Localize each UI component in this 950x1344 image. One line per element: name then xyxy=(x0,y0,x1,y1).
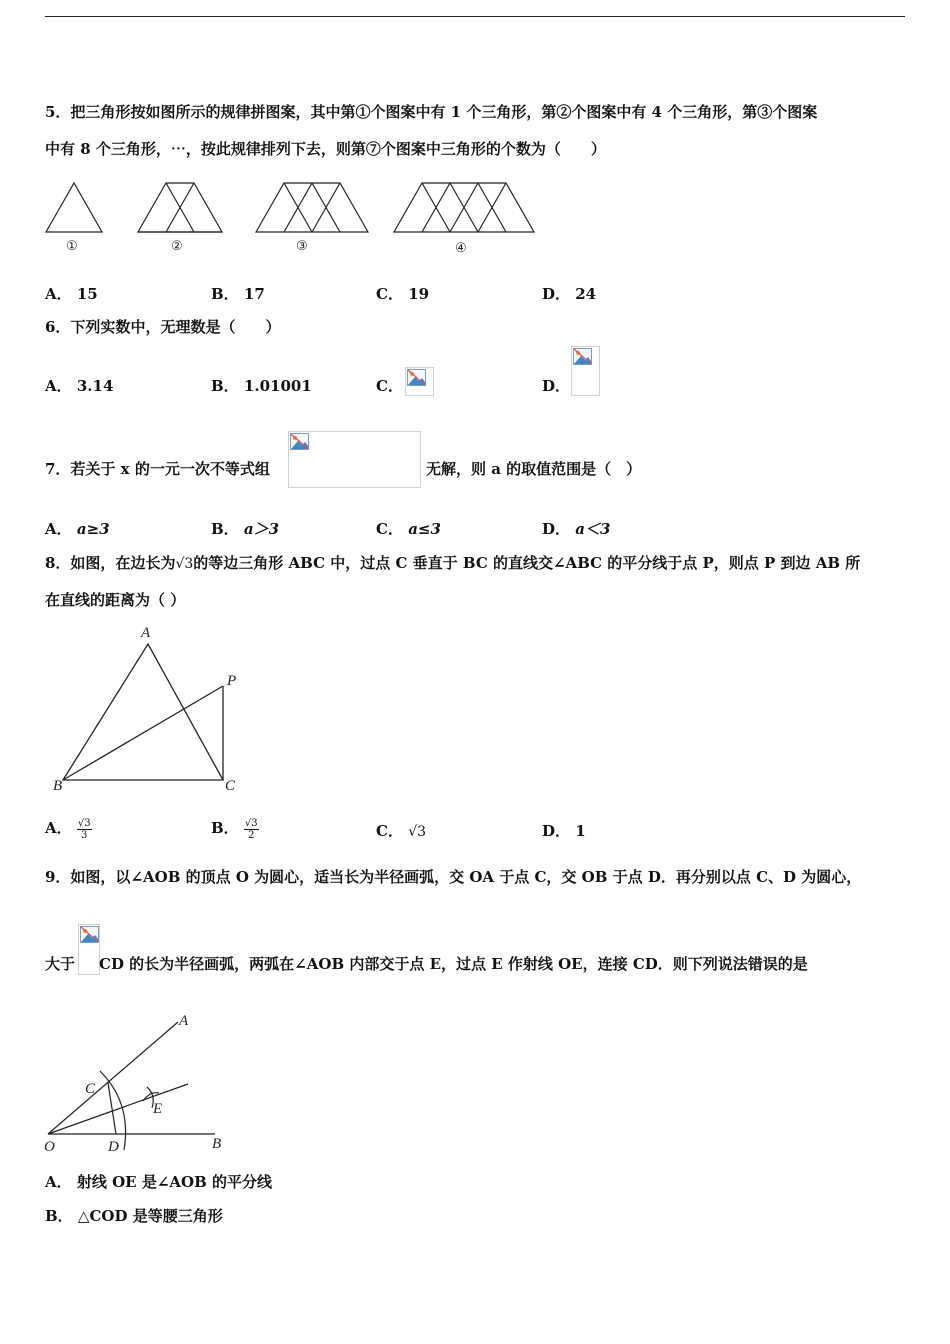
broken-image-icon xyxy=(407,369,426,386)
q8-stem-part1: 8．如图，在边长为 xyxy=(45,554,176,572)
q5-option-c[interactable] xyxy=(376,283,429,304)
q5-option-d-text: 24 xyxy=(575,285,597,303)
q5-figure-4-inner-lines xyxy=(422,183,506,232)
q9-option-b-letter: B． xyxy=(45,1207,73,1225)
q5-stem-line2: 中有 8 个三角形，⋯，按此规律排列下去，则第⑦个图案中三角形的个数为（ ） xyxy=(45,140,606,158)
q7-option-c-letter: C． xyxy=(376,520,403,538)
q5-stem-line1: 5．把三角形按如图所示的规律拼图案，其中第①个图案中有 1 个三角形，第②个图案中有 4 个三角形，第③个图案 xyxy=(45,103,818,121)
q5-figure-label-1: ① xyxy=(66,238,78,253)
q9-angle-bisector-figure xyxy=(40,1005,240,1160)
q9-label-b: B xyxy=(212,1136,222,1152)
q6-option-d[interactable] xyxy=(542,375,570,396)
q7-option-d-text: a＜3 xyxy=(575,520,611,538)
q6-option-c-letter: C． xyxy=(376,377,403,395)
q5-option-d[interactable] xyxy=(542,283,596,304)
q8-label-c: C xyxy=(225,778,236,794)
q9-label-e: E xyxy=(153,1101,163,1117)
q8-stem-line1 xyxy=(45,552,860,575)
q5-figure-label-2: ② xyxy=(171,238,183,253)
q5-figure-2-inner-lines xyxy=(138,183,222,232)
q9-stem-line2-rest: CD 的长为半径画弧，两弧在∠AOB 内部交于点 E，过点 E 作射线 OE，连接 CD．则下列说法错误的是 xyxy=(99,955,808,973)
q6-option-a-letter: A． xyxy=(45,377,72,395)
broken-image-icon xyxy=(573,348,592,365)
q6-option-a-text: 3.14 xyxy=(76,377,114,395)
q8-label-a: A xyxy=(141,625,151,641)
q5-option-d-letter: D． xyxy=(542,285,571,303)
q5-figure-3-trapezoid xyxy=(256,183,368,232)
q8-bisector-bp xyxy=(63,686,223,780)
q7-stem-before: 7．若关于 x 的一元一次不等式组 xyxy=(45,460,270,478)
q5-option-a-letter: A． xyxy=(45,285,72,303)
q6-option-c[interactable] xyxy=(376,375,403,396)
q8-label-p: P xyxy=(227,673,237,689)
q5-option-b[interactable] xyxy=(211,283,265,304)
q8-option-c[interactable] xyxy=(376,820,426,841)
q5-figure-3-inner-lines xyxy=(284,183,340,232)
q8-option-c-letter: C． xyxy=(376,822,403,840)
q8-option-b-letter: B． xyxy=(211,819,239,837)
q6-option-d-letter: D． xyxy=(542,377,571,395)
q7-option-b[interactable] xyxy=(211,518,279,539)
q8-option-d[interactable] xyxy=(542,820,586,841)
q9-option-a-text: 射线 OE 是∠AOB 的平分线 xyxy=(76,1173,272,1191)
q7-option-b-text: a＞3 xyxy=(243,520,280,538)
q9-label-o: O xyxy=(44,1139,55,1155)
q5-triangle-figures xyxy=(40,175,540,260)
q7-option-d[interactable] xyxy=(542,518,610,539)
q5-figure-label-4: ④ xyxy=(455,240,467,255)
q7-option-a[interactable] xyxy=(45,518,110,539)
q6-option-a[interactable] xyxy=(45,375,113,396)
q6-stem: 6．下列实数中，无理数是（ ） xyxy=(45,318,281,336)
q7-option-a-text: a≥3 xyxy=(76,520,110,538)
q5-option-a-text: 15 xyxy=(76,285,98,303)
q9-fraction-image xyxy=(78,924,100,975)
q5-option-c-letter: C． xyxy=(376,285,403,303)
q8-option-a-numerator: √3 xyxy=(77,817,91,829)
q8-option-a-fraction xyxy=(77,818,92,841)
q5-option-b-letter: B． xyxy=(211,285,239,303)
q6-option-b-letter: B． xyxy=(211,377,239,395)
q8-geometry-figure xyxy=(45,620,255,800)
q8-option-a-letter: A． xyxy=(45,819,72,837)
q9-option-a-letter: A． xyxy=(45,1173,72,1191)
q6-option-b[interactable] xyxy=(211,375,312,396)
q9-ray-oe xyxy=(48,1084,188,1134)
q8-option-a[interactable] xyxy=(45,817,92,841)
q5-figure-1-triangle xyxy=(46,183,102,232)
q8-option-c-text: √3 xyxy=(408,824,427,840)
q9-stem-line1: 9．如图，以∠AOB 的顶点 O 为圆心，适当长为半径画弧，交 OA 于点 C，交 OB 于点 D．再分别以点 C、D 为圆心， xyxy=(45,868,862,886)
broken-image-icon xyxy=(290,433,309,450)
q9-label-d: D xyxy=(108,1139,119,1155)
q5-option-b-text: 17 xyxy=(243,285,265,303)
q8-stem-line2: 在直线的距离为（ ） xyxy=(45,591,186,609)
q8-stem-part2: 的等边三角形 ABC 中，过点 C 垂直于 BC 的直线交∠ABC 的平分线于点 P，则点 P 到边 AB 所 xyxy=(193,554,861,572)
q6-option-b-text: 1.01001 xyxy=(243,377,312,395)
q8-option-d-letter: D． xyxy=(542,822,571,840)
broken-image-icon xyxy=(80,926,99,943)
q7-option-b-letter: B． xyxy=(211,520,239,538)
q7-option-a-letter: A． xyxy=(45,520,72,538)
q8-option-b-numerator: √3 xyxy=(244,817,258,829)
q8-option-d-text: 1 xyxy=(575,822,586,840)
q8-label-b: B xyxy=(53,778,63,794)
q7-option-c-text: a≤3 xyxy=(408,520,441,538)
q6-option-d-image xyxy=(571,346,600,396)
q8-option-b[interactable] xyxy=(211,817,259,841)
header-rule xyxy=(45,16,905,17)
q9-stem-line2-prefix: 大于 xyxy=(45,955,76,973)
q9-option-a[interactable] xyxy=(45,1171,272,1192)
q7-inequality-image xyxy=(288,431,421,488)
q7-option-d-letter: D． xyxy=(542,520,571,538)
q8-stem-root: √3 xyxy=(175,556,194,572)
q8-triangle-abc xyxy=(63,644,223,780)
q7-option-c[interactable] xyxy=(376,518,441,539)
q5-option-c-text: 19 xyxy=(408,285,430,303)
q8-option-b-denominator: 2 xyxy=(248,829,255,841)
q9-option-b[interactable] xyxy=(45,1205,223,1226)
q9-label-c: C xyxy=(85,1081,96,1097)
q8-option-b-fraction xyxy=(244,818,259,841)
q8-option-a-denominator: 3 xyxy=(81,829,88,841)
q9-label-a: A xyxy=(179,1013,189,1029)
q5-figure-label-3: ③ xyxy=(296,238,308,253)
q6-option-c-image xyxy=(405,367,434,396)
q9-option-b-text: △COD 是等腰三角形 xyxy=(77,1207,223,1225)
q7-stem-after: 无解，则 a 的取值范围是（ ） xyxy=(426,460,642,478)
q5-option-a[interactable] xyxy=(45,283,98,304)
